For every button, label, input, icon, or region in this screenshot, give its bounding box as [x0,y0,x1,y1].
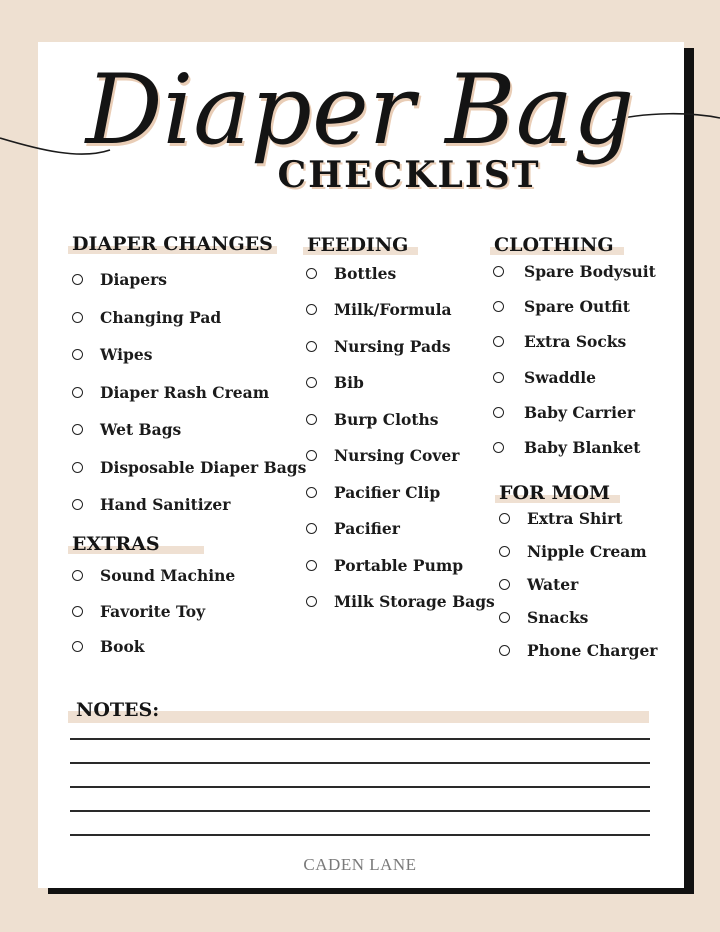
list-item[interactable]: Nipple Cream [499,535,657,568]
list-item[interactable]: Water [499,568,657,601]
notes-line[interactable] [70,810,650,812]
checkbox-circle-icon[interactable] [306,450,317,461]
list-for-mom [499,502,657,667]
checkbox-circle-icon[interactable] [499,546,510,557]
list-item[interactable]: Spare Bodysuit [493,254,656,289]
list-item[interactable]: Baby Carrier [493,395,656,430]
list-item[interactable]: Swaddle [493,360,656,395]
list-item[interactable]: Disposable Diaper Bags [72,449,306,487]
checkbox-circle-icon[interactable] [72,641,83,652]
heading-diaper-changes: DIAPER CHANGES [72,233,273,255]
list-item[interactable]: Extra Shirt [499,502,657,535]
notes-line[interactable] [70,834,650,836]
checkbox-circle-icon[interactable] [493,336,504,347]
list-clothing [493,254,656,465]
checkbox-circle-icon[interactable] [499,579,510,590]
list-item[interactable]: Sound Machine [72,558,235,594]
checkbox-circle-icon[interactable] [72,274,83,285]
brand-footer: CADEN LANE [303,855,417,874]
heading-clothing: CLOTHING [494,234,614,256]
list-item[interactable]: Phone Charger [499,634,657,667]
checkbox-circle-icon[interactable] [306,304,317,315]
list-item[interactable]: Burp Cloths [306,401,495,438]
checkbox-circle-icon[interactable] [499,645,510,656]
list-item[interactable]: Favorite Toy [72,594,235,630]
notes-line[interactable] [70,738,650,740]
checkbox-circle-icon[interactable] [72,424,83,435]
list-item[interactable]: Diaper Rash Cream [72,374,306,412]
checkbox-circle-icon[interactable] [72,312,83,323]
title-checklist: CHECKLIST [277,154,541,196]
checkbox-circle-icon[interactable] [493,407,504,418]
list-item[interactable]: Extra Socks [493,324,656,359]
notes-line[interactable] [70,762,650,764]
list-item[interactable]: Pacifier [306,511,495,548]
list-item[interactable]: Snacks [499,601,657,634]
checkbox-circle-icon[interactable] [306,414,317,425]
list-item[interactable]: Wipes [72,336,306,374]
checkbox-circle-icon[interactable] [499,612,510,623]
checkbox-circle-icon[interactable] [306,487,317,498]
checkbox-circle-icon[interactable] [72,349,83,360]
checkbox-circle-icon[interactable] [493,266,504,277]
list-feeding [306,255,495,620]
checkbox-circle-icon[interactable] [72,462,83,473]
list-item[interactable]: Portable Pump [306,547,495,584]
checkbox-circle-icon[interactable] [306,596,317,607]
list-item[interactable]: Book [72,629,235,665]
list-item[interactable]: Bib [306,365,495,402]
notes-label: NOTES: [76,699,160,721]
heading-for-mom: FOR MOM [499,482,610,504]
checkbox-circle-icon[interactable] [72,606,83,617]
list-item[interactable]: Hand Sanitizer [72,486,306,524]
checkbox-circle-icon[interactable] [493,372,504,383]
checkbox-circle-icon[interactable] [499,513,510,524]
checkbox-circle-icon[interactable] [306,268,317,279]
heading-feeding: FEEDING [307,234,408,256]
checkbox-circle-icon[interactable] [493,442,504,453]
checkbox-circle-icon[interactable] [306,523,317,534]
list-item[interactable]: Changing Pad [72,299,306,337]
checkbox-circle-icon[interactable] [306,377,317,388]
list-item[interactable]: Baby Blanket [493,430,656,465]
list-item[interactable]: Wet Bags [72,411,306,449]
list-item[interactable]: Bottles [306,255,495,292]
list-item[interactable]: Nursing Cover [306,438,495,475]
list-item[interactable]: Spare Outfit [493,289,656,324]
checkbox-circle-icon[interactable] [306,341,317,352]
list-item[interactable]: Milk/Formula [306,292,495,329]
checkbox-circle-icon[interactable] [72,387,83,398]
checkbox-circle-icon[interactable] [306,560,317,571]
checkbox-circle-icon[interactable] [493,301,504,312]
notes-line[interactable] [70,786,650,788]
list-item[interactable]: Diapers [72,261,306,299]
list-item[interactable]: Nursing Pads [306,328,495,365]
list-extras [72,558,235,665]
checkbox-circle-icon[interactable] [72,570,83,581]
checkbox-circle-icon[interactable] [72,499,83,510]
title-script: Diaper Bag [85,54,635,166]
list-item[interactable]: Pacifier Clip [306,474,495,511]
list-item[interactable]: Milk Storage Bags [306,584,495,621]
heading-extras: EXTRAS [72,533,160,555]
list-diaper-changes [72,261,306,524]
